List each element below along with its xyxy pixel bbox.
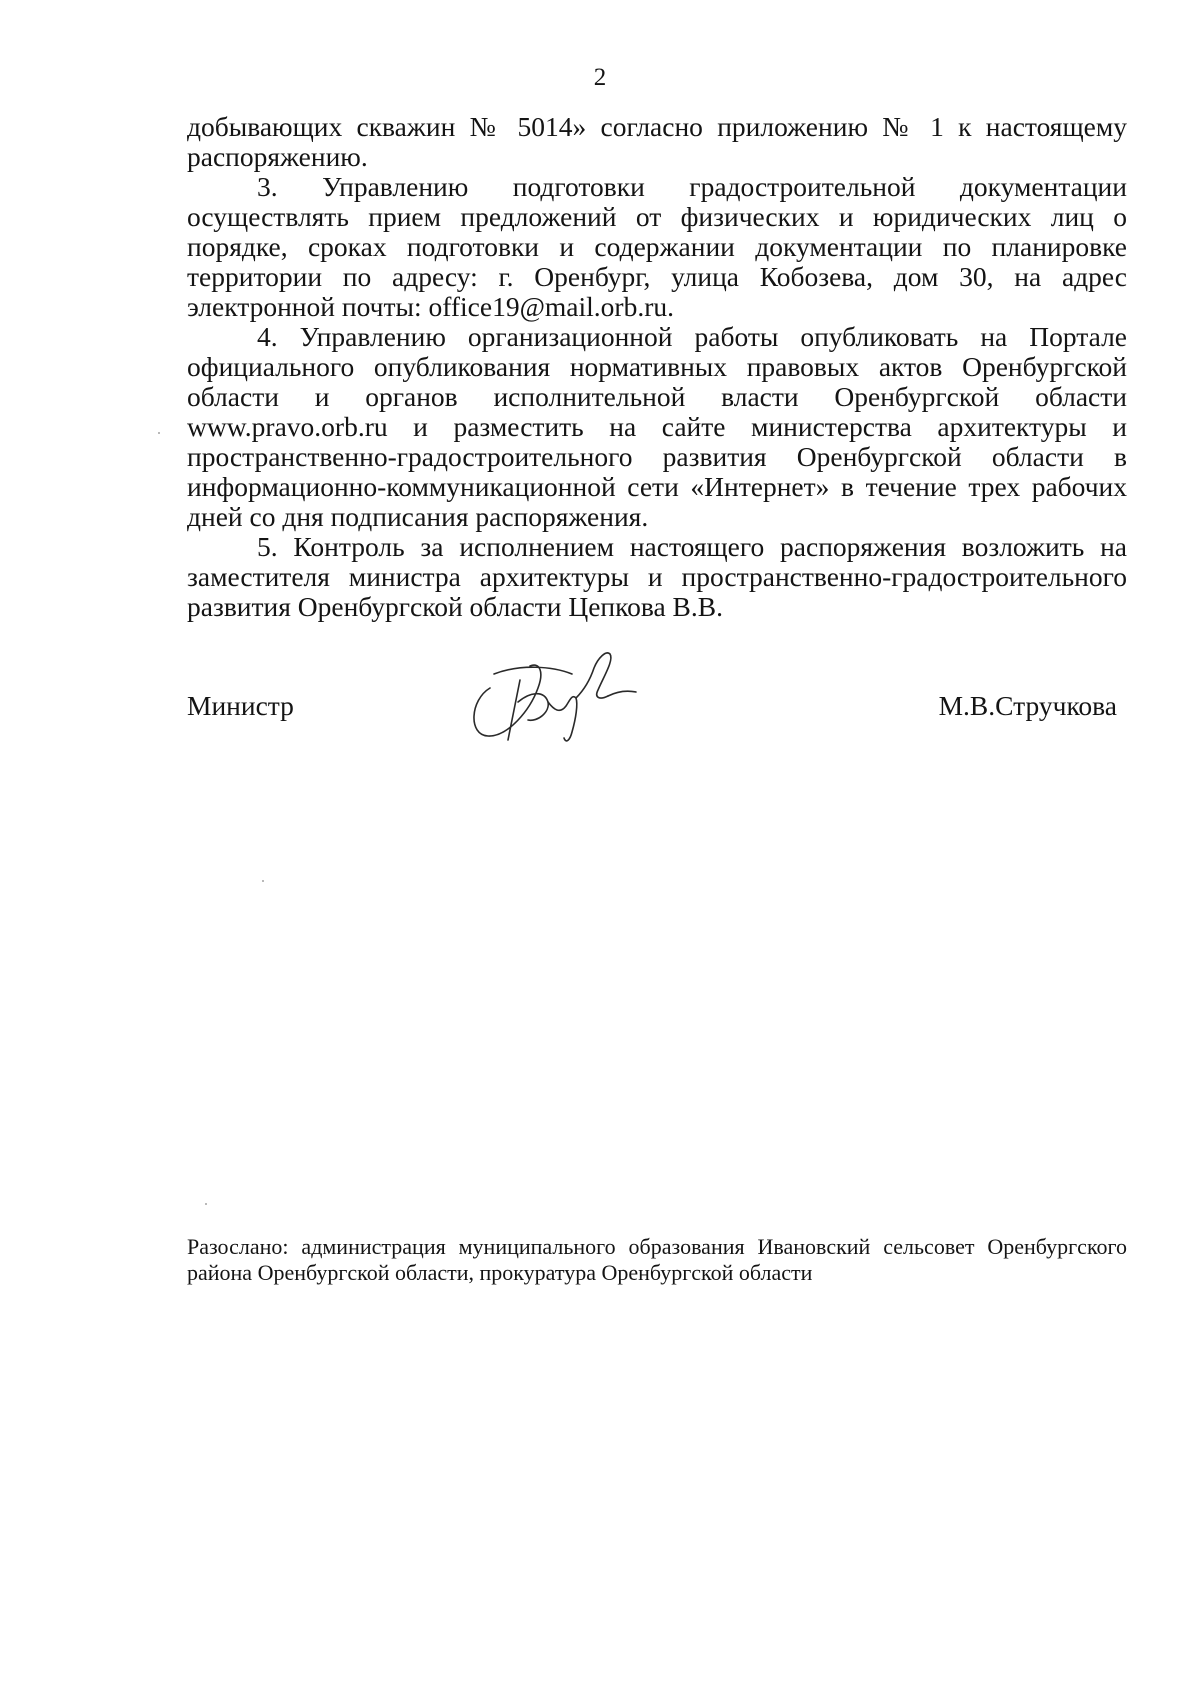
- document-body: [187, 112, 1127, 622]
- paragraph-item-4: 4. Управлению организационной работы опубликовать на Портале официального опубликования нормативных правовых актов Оренбургской области и органов исполнительной власти Оренбургской области www.pravo.orb.ru и разместить на сайте министерства архитектуры и пространственно-градостроительного развития Оренбургской области в информационно-коммуникационной сети «Интернет» в течение трех рабочих дней со дня подписания распоряжения.: [187, 321, 1127, 532]
- paragraph-item-5: 5. Контроль за исполнением настоящего распоряжения возложить на заместителя министра архитектуры и пространственно-градостроительного развития Оренбургской области Цепкова В.В.: [187, 531, 1127, 622]
- page-number: 2: [593, 64, 607, 91]
- signatory-title: Министр: [187, 690, 294, 721]
- distribution-list: Разослано: администрация муниципального образования Ивановский сельсовет Оренбургского района Оренбургской области, прокуратура Оренбургской области: [187, 1234, 1127, 1285]
- handwritten-signature: [460, 640, 650, 750]
- paragraph-continuation: добывающих скважин № 5014» согласно приложению № 1 к настоящему распоряжению.: [187, 111, 1127, 172]
- signatory-name: М.В.Стручкова: [938, 690, 1117, 721]
- scan-speck: [158, 432, 160, 434]
- paragraph-item-3: 3. Управлению подготовки градостроительной документации осуществлять прием предложений от физических и юридических лиц о порядке, сроках подготовки и содержании документации по планировке территории по адресу: г. Оренбург, улица Кобозева, дом 30, на адрес электронной почты: office19@mail.orb.ru.: [187, 171, 1127, 322]
- signature-block: [187, 690, 1117, 730]
- scan-speck: [262, 880, 264, 882]
- scan-speck: [205, 1203, 207, 1205]
